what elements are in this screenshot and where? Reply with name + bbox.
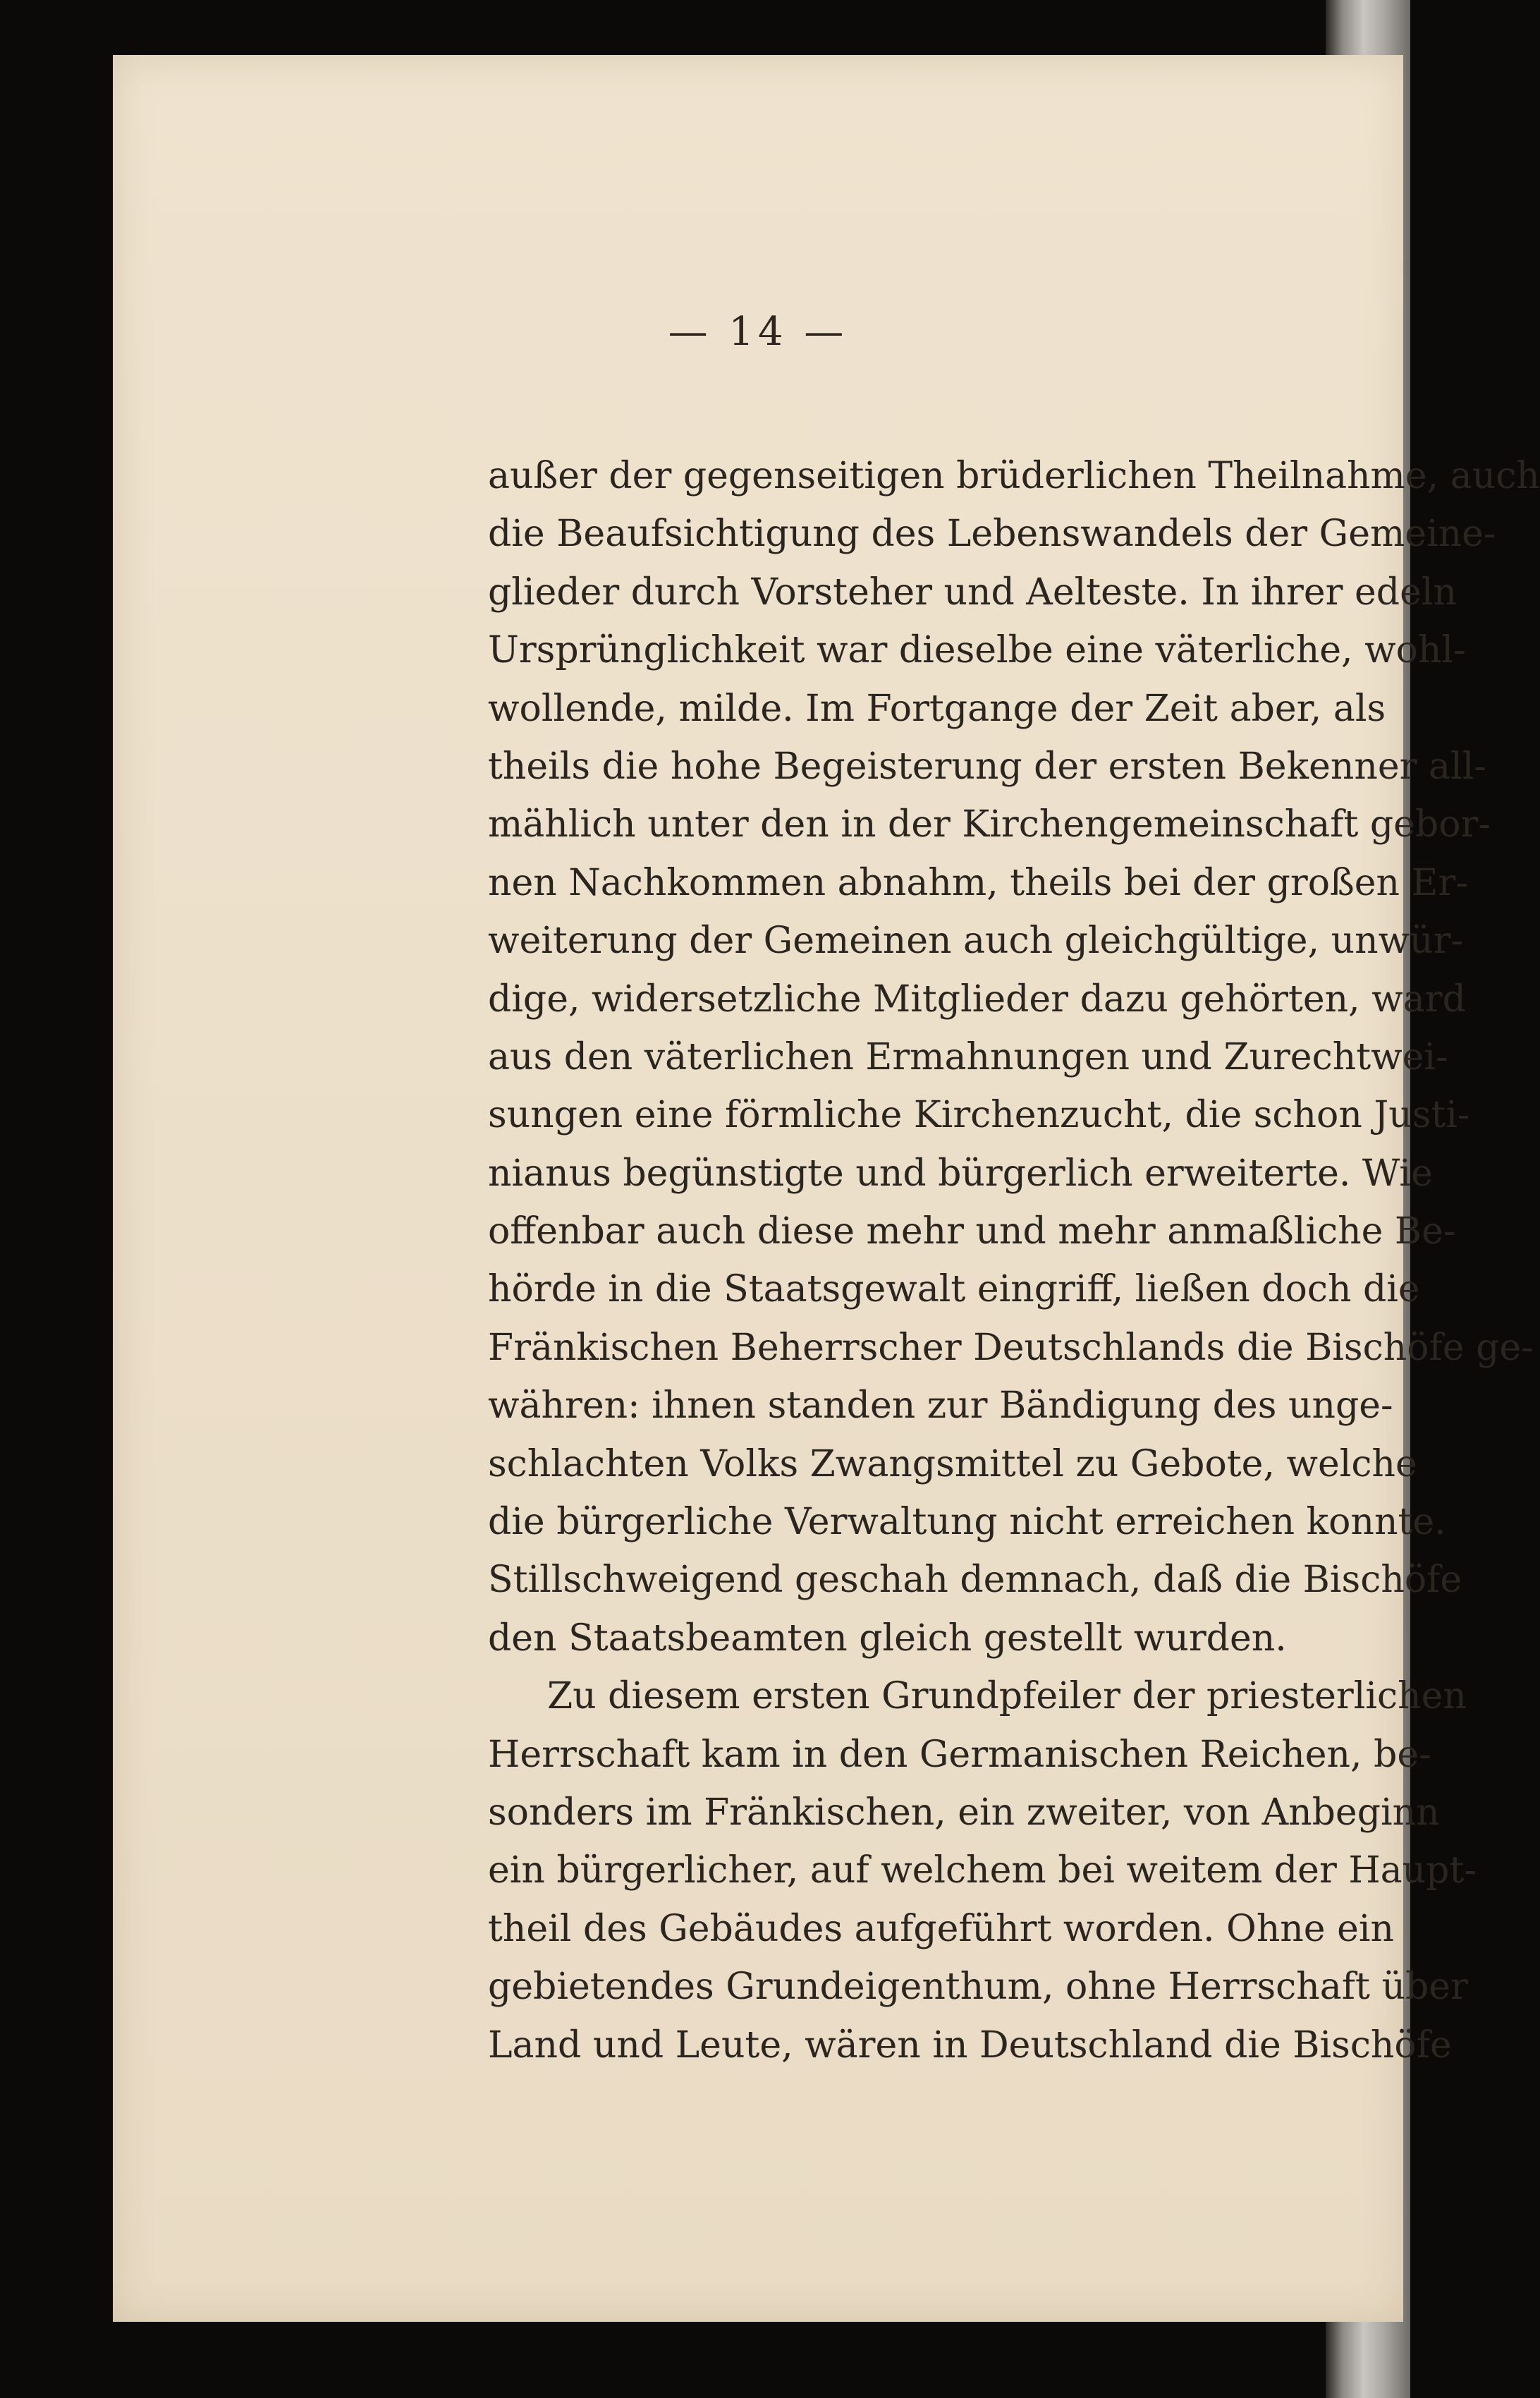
text-line: ein bürgerlicher, auf welchem bei weitem der Haupt- [488,1849,1477,1892]
text-line: mählich unter den in der Kirchengemeinschaft gebor- [488,803,1491,846]
text-line: Zu diesem ersten Grundpfeiler der priesterlichen [547,1675,1467,1718]
text-line: glieder durch Vorsteher und Aelteste. In ihrer edeln [488,571,1457,614]
text-line: Land und Leute, wären in Deutschland die Bischöfe [488,2023,1452,2067]
text-line: nianus begünstigte und bürgerlich erweiterte. Wie [488,1152,1433,1195]
text-line: den Staatsbeamten gleich gestellt wurden. [488,1617,1287,1660]
text-line: Stillschweigend geschah demnach, daß die Bischöfe [488,1559,1462,1602]
text-line: nen Nachkommen abnahm, theils bei der großen Er- [488,861,1468,904]
book-page [113,55,1540,2322]
text-line: die bürgerliche Verwaltung nicht erreichen konnte. [488,1501,1446,1544]
text-line: hörde in die Staatsgewalt eingriff, ließen doch die [488,1268,1420,1311]
text-line: währen: ihnen standen zur Bändigung des unge- [488,1384,1393,1428]
page-number: — 14 — [668,309,848,355]
text-line: gebietendes Grundeigenthum, ohne Herrschaft über [488,1966,1468,2009]
text-line: aus den väterlichen Ermahnungen und Zurechtwei- [488,1035,1448,1078]
text-line: schlachten Volks Zwangsmittel zu Gebote, welche [488,1442,1417,1485]
text-line: offenbar auch diese mehr und mehr anmaßliche Be- [488,1210,1456,1253]
text-line: Fränkischen Beherrscher Deutschlands die Bischöfe ge- [488,1326,1534,1369]
text-line: wollende, milde. Im Fortgange der Zeit aber, als [488,687,1386,730]
text-line: dige, widersetzliche Mitglieder dazu gehörten, ward [488,978,1466,1021]
text-line: Ursprünglichkeit war dieselbe eine väterliche, wohl- [488,629,1466,672]
text-line: außer der gegenseitigen brüderlichen Theilnahme, auch [488,455,1540,497]
text-line: theils die hohe Begeisterung der ersten Bekenner all- [488,745,1486,788]
body-text [488,447,1540,2074]
text-line: Herrschaft kam in den Germanischen Reichen, be- [488,1733,1431,1776]
text-line: sonders im Fränkischen, ein zweiter, von Anbeginn [488,1791,1440,1834]
text-line: die Beaufsichtigung des Lebenswandels der Gemeine- [488,513,1496,556]
text-line: theil des Gebäudes aufgeführt worden. Ohne ein [488,1907,1394,1950]
text-line: sungen eine förmliche Kirchenzucht, die schon Justi- [488,1094,1470,1137]
text-line: weiterung der Gemeinen auch gleichgültige, unwür- [488,920,1464,963]
